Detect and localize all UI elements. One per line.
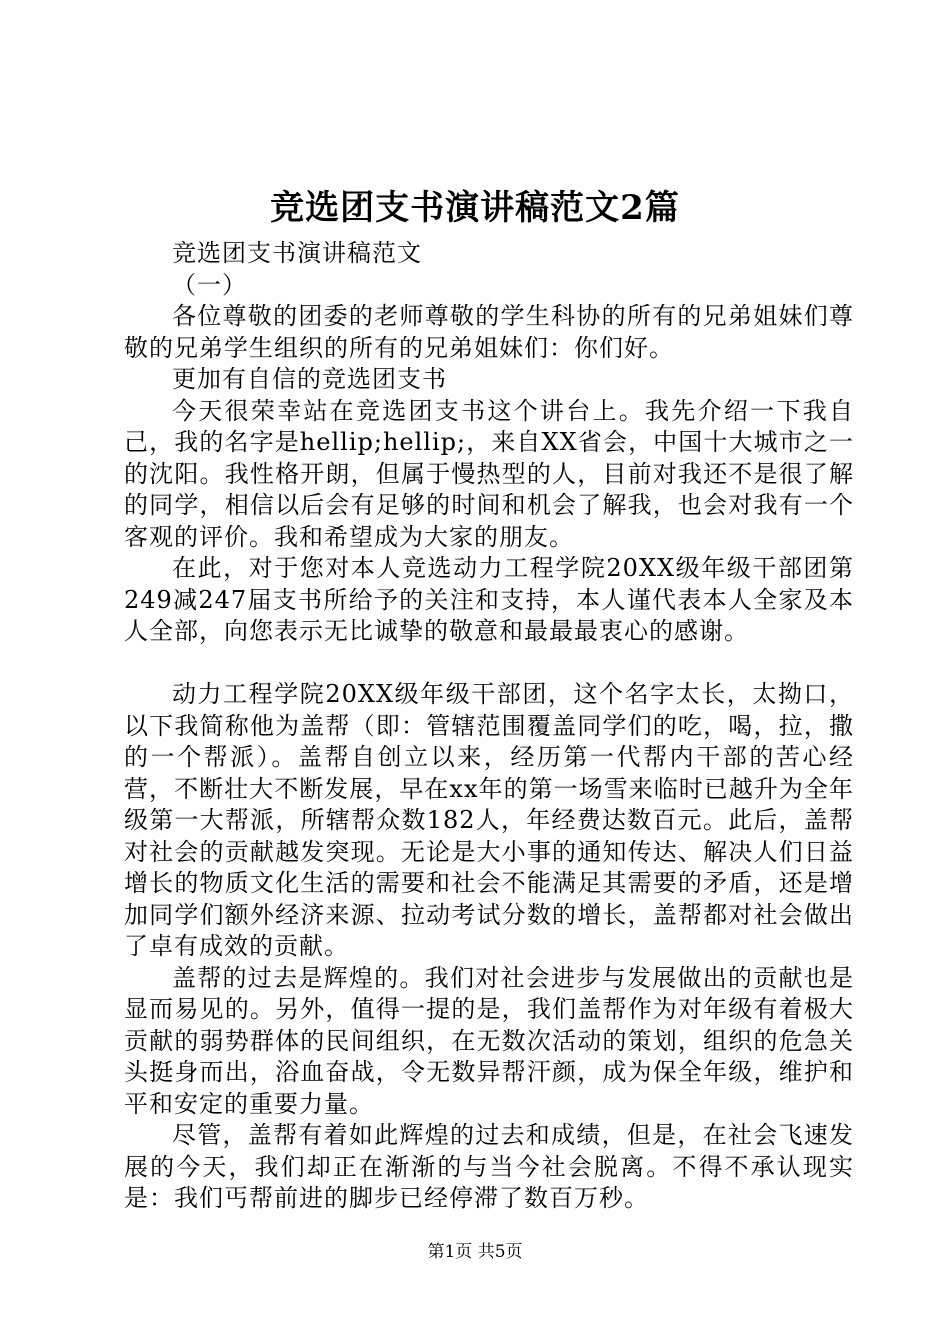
- paragraph-greeting: 各位尊敬的团委的老师尊敬的学生科协的所有的兄弟姐妹们尊敬的兄弟学生组织的所有的兄弟姐妹们：你们好。: [124, 302, 854, 362]
- page-footer: 第1页 共5页: [427, 1242, 523, 1262]
- document-body: [124, 238, 854, 1215]
- paragraph-intro: 今天很荣幸站在竞选团支书这个讲台上。我先介绍一下我自己，我的名字是hellip;hellip;，来自XX省会，中国十大城市之一的沈阳。我性格开朗，但属于慢热型的人，目前对我还不是很了解的同学，相信以后会有足够的时间和机会了解我，也会对我有一个客观的评价。我和希望成为大家的朋友。: [124, 396, 854, 551]
- paragraph-present: 尽管，盖帮有着如此辉煌的过去和成绩，但是，在社会飞速发展的今天，我们却正在渐渐的与当今社会脱离。不得不承认现实是：我们丐帮前进的脚步已经停滞了数百万秒。: [124, 1121, 854, 1212]
- paragraph-heading: 更加有自信的竞选团支书: [172, 365, 447, 393]
- document-title: 竞选团支书演讲稿范文2篇: [270, 188, 680, 228]
- paragraph-subtitle: 竞选团支书演讲稿范文: [172, 239, 422, 267]
- paragraph-past: 盖帮的过去是辉煌的。我们对社会进步与发展做出的贡献也是显而易见的。另外，值得一提的是，我们盖帮作为对年级有着极大贡献的弱势群体的民间组织，在无数次活动的策划，组织的危急关头挺身而出，浴血奋战，令无数异帮汗颜，成为保全年级，维护和平和安定的重要力量。: [124, 963, 854, 1118]
- paragraph-section-number: （一）: [172, 270, 247, 299]
- paragraph-thanks: 在此，对于您对本人竞选动力工程学院20XX级年级干部团第249减247届支书所给予的关注和支持，本人谨代表本人全家及本人全部，向您表示无比诚挚的敬意和最最最衷心的感谢。: [124, 554, 854, 645]
- paragraph-history: 动力工程学院20XX级年级干部团，这个名字太长，太拗口，以下我简称他为盖帮（即：管辖范围覆盖同学们的吃，喝，拉，撒的一个帮派）。盖帮自创立以来，经历第一代帮内干部的苦心经营，不断壮大不断发展，早在xx年的第一场雪来临时已越升为全年级第一大帮派，所辖帮众数182人，年经费达数百元。此后，盖帮对社会的贡献越发突现。无论是大小事的通知传达、解决人们日益增长的物质文化生活的需要和社会不能满足其需要的矛盾，还是增加同学们额外经济来源、拉动考试分数的增长，盖帮都对社会做出了卓有成效的贡献。: [124, 680, 854, 960]
